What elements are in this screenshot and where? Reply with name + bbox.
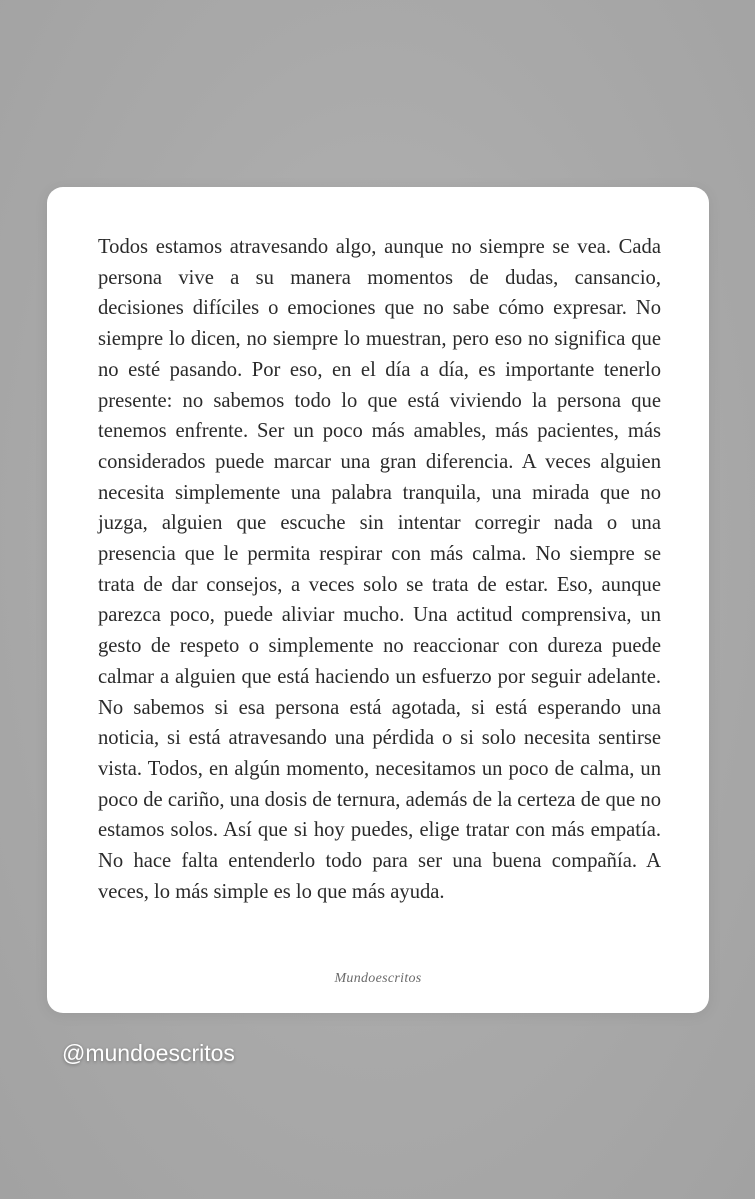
quote-text: Todos estamos atravesando algo, aunque no siempre se vea. Cada persona vive a su manera momentos de dudas, cansancio, decisiones difíciles o emociones que no sabe cómo expresar. No siempre lo dicen, no siempre lo muestran, pero eso no significa que no esté pasando. Por eso, en el día a día, es importante tenerlo presente: no sabemos todo lo que está viviendo la persona que tenemos enfrente. Ser un poco más amables, más pacientes, más considerados puede marcar una gran diferencia. A veces alguien necesita simplemente una palabra tranquila, una mirada que no juzga, alguien que escuche sin intentar corregir nada o una presencia que le permita respirar con más calma. No siempre se trata de dar consejos, a veces solo se trata de estar. Eso, aunque parezca poco, puede aliviar mucho. Una actitud comprensiva, un gesto de respeto o simplemente no reaccionar con dureza puede calmar a alguien que está haciendo un esfuerzo por seguir adelante. No sabemos si esa persona está agotada, si está esperando una noticia, si está atravesando una pérdida o si solo necesita sentirse vista. Todos, en algún momento, necesitamos un poco de calma, un poco de cariño, una dosis de ternura, además de la certeza de que no estamos solos. Así que si hoy puedes, elige tratar con más empatía. No hace falta entenderlo todo para ser una buena compañía. A veces, lo más simple es lo que más ayuda.: [98, 236, 661, 903]
signature: Mundoescritos: [334, 971, 422, 986]
mention-sticker[interactable]: @mundoescritos: [62, 1040, 235, 1066]
quote-card: [47, 187, 709, 1013]
